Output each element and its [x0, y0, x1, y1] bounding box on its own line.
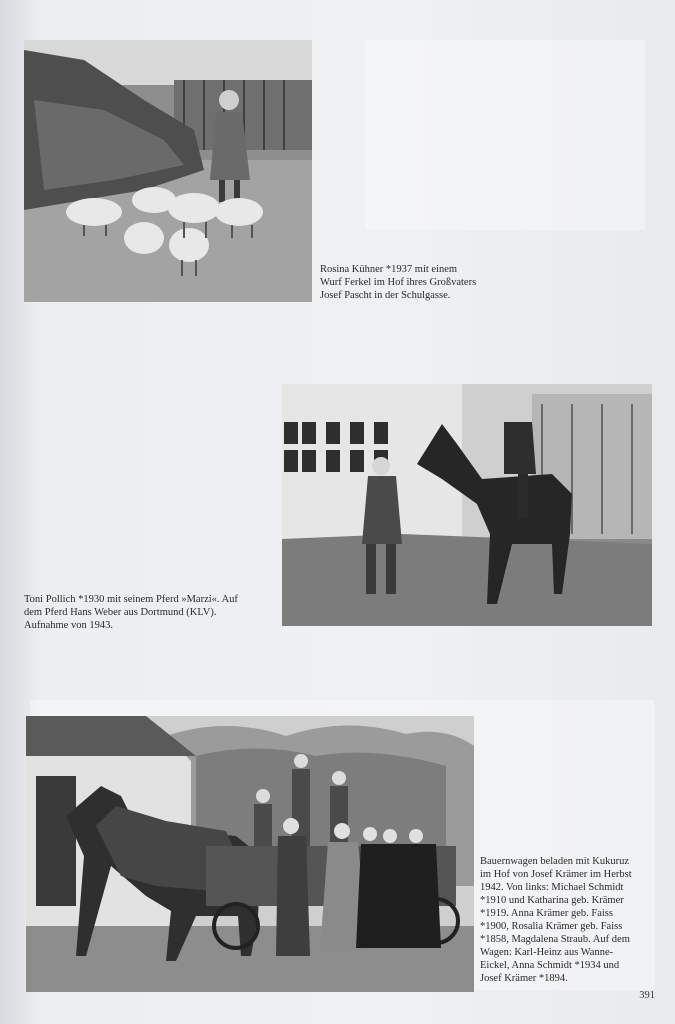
caption-line: Toni Pollich *1930 mit seinem Pferd »Marzi«. Auf: [24, 594, 238, 605]
caption-piglets: [320, 263, 476, 302]
caption-wagon: [480, 855, 632, 985]
show-through-block: [365, 40, 645, 230]
photo-girl-with-piglets: [24, 40, 312, 302]
caption-line: Josef Pascht in der Schulgasse.: [320, 290, 451, 301]
caption-line: Wagen: Karl-Heinz aus Wanne-: [480, 947, 614, 958]
photo-farm-wagon: [26, 716, 474, 992]
caption-line: Wurf Ferkel im Hof ihres Großvaters: [320, 277, 477, 288]
caption-line: im Hof von Josef Krämer im Herbst: [480, 869, 632, 880]
caption-line: *1919. Anna Krämer geb. Faiss: [480, 908, 613, 919]
caption-line: Bauernwagen beladen mit Kukuruz: [480, 856, 629, 867]
caption-line: *1910 und Katharina geb. Krämer: [480, 895, 624, 906]
caption-line: *1900, Rosalia Krämer geb. Faiss: [480, 921, 623, 932]
caption-line: Josef Krämer *1894.: [480, 973, 568, 984]
caption-horse: [24, 593, 238, 632]
caption-line: 1942. Von links: Michael Schmidt: [480, 882, 624, 893]
page-number: 391: [639, 990, 655, 1001]
photo-boy-with-horse: [282, 384, 652, 626]
caption-line: Aufnahme von 1943.: [24, 620, 113, 631]
caption-line: Eickel, Anna Schmidt *1934 und: [480, 960, 620, 971]
caption-line: Rosina Kühner *1937 mit einem: [320, 264, 458, 275]
caption-line: *1858, Magdalena Straub. Auf dem: [480, 934, 630, 945]
caption-line: dem Pferd Hans Weber aus Dortmund (KLV).: [24, 607, 217, 618]
